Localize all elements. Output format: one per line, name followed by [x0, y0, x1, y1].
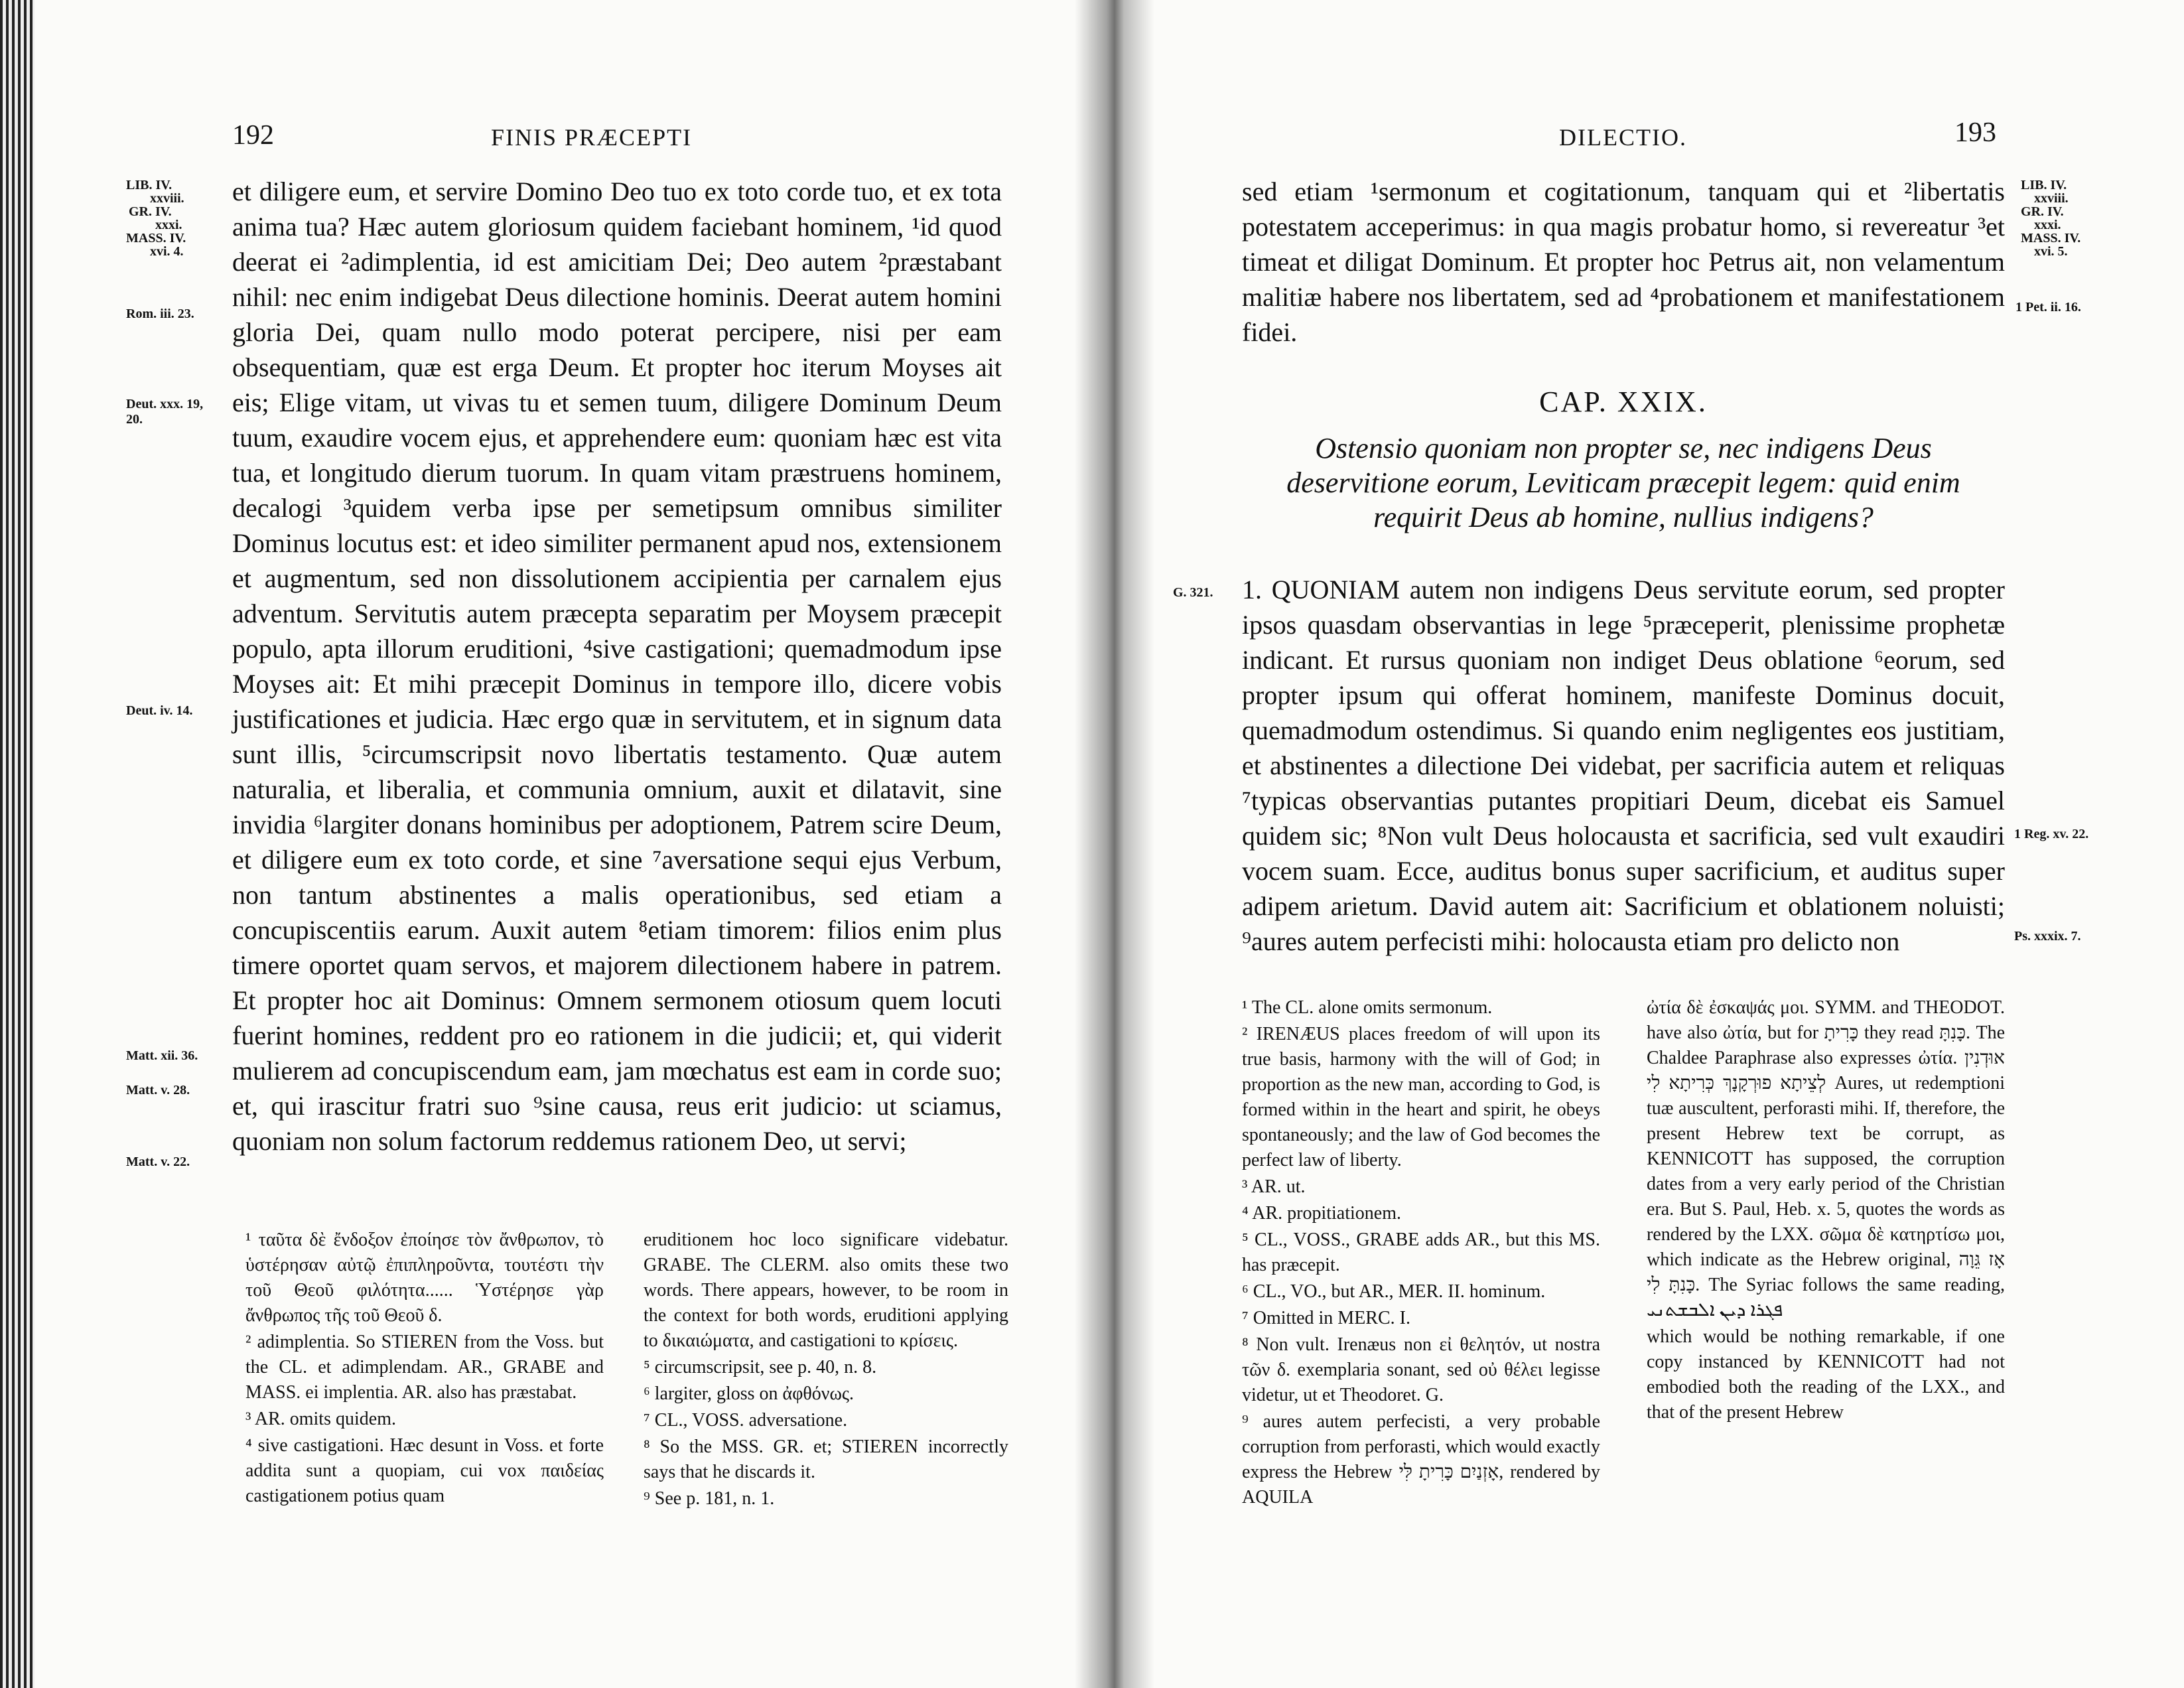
footnote: ⁴ AR. propitiationem.	[1242, 1203, 1401, 1224]
book-gutter	[1075, 0, 1154, 1688]
margin-ref-deut30: Deut. xxx. 19, 20.	[126, 397, 204, 427]
margin-ref-lib2: xxviii.	[150, 191, 184, 206]
footnotes-right-col1	[1242, 995, 1600, 1512]
footnote: ⁸ Non vult. Irenæus non εἰ θελητόν, ut nostra τῶν δ. exemplaria sonant, sed οὐ θέλει legisse videtur, ut et Theodoret. G.	[1242, 1334, 1600, 1405]
footnotes-left-col1	[245, 1228, 604, 1510]
body-paragraph: sed etiam ¹sermonum et cogitationum, tanquam qui et ²libertatis potestatem acceperimus: in qua magis probatur homo, si revereatur ³et timeat et diligat Dominum. Et propter hoc Petrus ait, non velamentum malitiæ habere nos libertatem, sed ad ⁴probationem et manifestationem fidei.	[1242, 176, 2005, 347]
footnotes-right-col2	[1647, 995, 2005, 1427]
footnote: ⁷ Omitted in MERC. I.	[1242, 1308, 1410, 1328]
footnote: ² IRENÆUS places freedom of will upon its true basis, harmony with the will of God; in proportion as the new man, according to God, is formed within in the heart and spirit, he obeys spontaneously; and the law of God becomes the perfect law of liberty.	[1242, 1024, 1600, 1170]
margin-ref-pet: 1 Pet. ii. 16.	[2015, 300, 2081, 315]
margin-ref-matt5-28: Matt. v. 28.	[126, 1083, 190, 1097]
chapter-summary: Ostensio quoniam non propter se, nec indigens Deus deservitione eorum, Leviticam præcepit legem: quid enim requirit Deus ab homine, nullius indigens?	[1286, 432, 1960, 533]
margin-ref-deut4: Deut. iv. 14.	[126, 703, 193, 718]
margin-ref-reg: 1 Reg. xv. 22.	[2014, 827, 2089, 841]
margin-ref-mass: MASS. IV.	[126, 231, 186, 246]
footnote: ⁴ sive castigationi. Hæc desunt in Voss. et forte addita sunt a quopiam, cui vox παιδείας castigationem potius quam	[245, 1435, 604, 1506]
margin-ref-mass2: xvi. 5.	[2034, 244, 2068, 259]
chapter-heading: CAP. XXIX.	[1539, 386, 1708, 418]
footnote: ⁷ CL., VOSS. adversatione.	[644, 1410, 848, 1431]
margin-ref-mass2: xvi. 4.	[150, 244, 184, 259]
page-number-left: 192	[232, 120, 274, 151]
body-paragraph: et diligere eum, et servire Domino Deo tuo ex toto corde tuo, et ex tota anima tua? Hæc autem gloriosum quidem faciebant hominem, ¹id quod deerat ei ²adimplentia, id est amicitiam Dei; Deo autem ²præstabant nihil: nec enim indigebat Deus dilectione hominis. Deerat autem homini gloria Dei, quam nullo modo poterat percipere, nisi per eam obsequentiam, quæ est erga Deum. Et propter hoc iterum Moyses ait eis; Elige vitam, ut vivas tu et semen tuum, diligere Dominum Deum tuum, exaudire vocem ejus, et apprehendere eum: quoniam hæc est vita tua, et longitudo dierum tuorum. In quam vitam præstruens hominem, decalogi ³quidem verba ipse per semetipsum omnibus similiter Dominus locutus est: et ideo similiter permanent apud nos, extensionem et augmentum, sed non dissolutionem accipientia per carnalem ejus adventum. Servitutis autem præcepta separatim per Moysem præcepit populo, apta illorum eruditioni, ⁴sive castigationi; quemadmodum ipse Moyses ait: Et mihi præcepit Dominus in tempore illo, dicere vobis justificationes et judicia. Hæc ergo quæ in servitutem, et in signum data sunt illis, ⁵circumscripsit novo libertatis testamento. Quæ autem naturalia, et liberalia, et communia omnium, auxit et dilatavit, sine invidia ⁶largiter donans hominibus per adoptionem, Patrem scire Deum, et diligere eum ex toto corde, et sine ⁷aversatione sequi ejus Verbum, non tantum abstinentes a malis operationibus, sed etiam a concupiscentiis earum. Auxit autem ⁸etiam timorem: filios enim plus timere oportet quam servos, et majorem dilectionem habere in patrem. Et propter hoc ait Dominus: Omnem sermonem otiosum quem locuti fuerint homines, reddent pro eo rationem in die judicii; et, qui viderit mulierem ad concupiscendum eam, jam mœchatus est eam in corde suo; et, qui irascitur fratri suo ⁹sine causa, reus erit judicio: ut sciamus, quoniam non solum factorum reddemus rationem Deo, ut servi;	[232, 176, 1002, 1156]
margin-ref-matt5-22: Matt. v. 22.	[126, 1155, 190, 1169]
body-text-right-top	[1242, 174, 2005, 350]
margin-ref-mass: MASS. IV.	[2021, 231, 2081, 246]
footnote: ³ AR. omits quidem.	[245, 1409, 396, 1429]
margin-ref-lib: LIB. IV.	[2021, 178, 2067, 192]
footnote: ⁶ largiter, gloss on ἀφθόνως.	[644, 1383, 854, 1404]
margin-ref-matt12: Matt. xii. 36.	[126, 1048, 198, 1063]
footnote: ὠτία δὲ ἐσκαψάς μοι. SYMM. and THEODOT. have also ὠτία, but for כָּרִיתָ they read כָּנִתָּ. The Chaldee Paraphrase also expresses ὠτία. אוּדְנִין לְצֵיתָא פוּרְקָנָךְ כְּרִיתָא לִי Aures, ut redemptioni tuæ auscultent, perforasti mihi. If, therefore, the present Hebrew text be corrupt, as KENNICOTT has supposed, the corruption dates from a very early period of the Christian era. But S. Paul, Heb. x. 5, quotes the words as rendered by the LXX. σῶμα δὲ κατηρτίσω μοι, which indicate as the Hebrew original, אָז גֵּוָה כָּנִתָּ לִי. The Syriac follows the same reading, ܦܓܪܐ ܕܝܢ ܐܠܒܫܬܢܝ	[1647, 997, 2006, 1320]
footnote: eruditionem hoc loco significare videbatur. GRABE. The CLERM. also omits these two words. There appears, however, to be room in the context for both words, eruditioni applying to δικαιώματα, and castigationi to κρίσεις.	[644, 1230, 1008, 1351]
footnote: which would be nothing remarkable, if one copy instanced by KENNICOTT had not embodied both the reading of the LXX., and that of the present Hebrew	[1647, 1326, 2005, 1423]
footnote: ³ AR. ut.	[1242, 1176, 1306, 1197]
footnote: ⁵ circumscripsit, see p. 40, n. 8.	[644, 1357, 877, 1377]
margin-ref-g321: G. 321.	[1173, 585, 1213, 600]
body-text-right-main	[1242, 572, 2005, 959]
book-edge	[0, 0, 34, 1688]
margin-ref-rom: Rom. iii. 23.	[126, 307, 194, 321]
footnote: ¹ ταῦτα δὲ ἔνδοξον ἐποίησε τὸν ἄνθρωπον, τὸ ὑστέρησαν αὐτῷ ἐπιπληροῦντα, τουτέστι τὴν τοῦ Θεοῦ φιλότητα...... Ὑστέρησε γὰρ ἄνθρωπος τῆς τοῦ Θεοῦ δ.	[245, 1230, 604, 1326]
margin-ref-gr2: xxxi.	[2034, 218, 2061, 232]
margin-ref-gr: GR. IV.	[2021, 204, 2064, 219]
page-number-right: 193	[1954, 117, 1996, 148]
footnote: ⁵ CL., VOSS., GRABE adds AR., but this MS. has præcepit.	[1242, 1230, 1600, 1275]
footnote: ² adimplentia. So STIEREN from the Voss. but the CL. et adimplendam. AR., GRABE and MASS. ei implentia. AR. also has præstabat.	[245, 1332, 604, 1403]
margin-ref-ps: Ps. xxxix. 7.	[2014, 929, 2081, 944]
margin-ref-gr2: xxxi.	[155, 218, 182, 232]
footnotes-left-col2	[644, 1228, 1008, 1513]
running-head-left: FINIS PRÆCEPTI	[491, 124, 693, 151]
margin-ref-lib2: xxviii.	[2034, 191, 2069, 206]
body-text-left	[232, 174, 1002, 1159]
footnote: ⁶ CL., VO., but AR., MER. II. hominum.	[1242, 1281, 1546, 1302]
footnote: ⁹ See p. 181, n. 1.	[644, 1488, 775, 1509]
body-paragraph: 1. QUONIAM autem non indigens Deus servitute eorum, sed propter ipsos quasdam observantias in lege ⁵præceperit, plenissime prophetæ indicant. Et rursus quoniam non indiget Deus oblatione ⁶eorum, sed propter ipsum qui offerat hominem, manifeste Dominus docuit, quemadmodum ostendimus. Si quando enim negligentes eos justitiam, et abstinentes a dilectione Dei videbat, per sacrificia autem et reliquas ⁷typicas observantias putantes propitiari Deum, dicebat eis Samuel quidem sic; ⁸Non vult Deus holocausta et sacrificia, sed vult exaudiri vocem suam. Ecce, auditus bonus super sacrificium, et auditus super adipem arietum. David autem ait: Sacrificium et oblationem noluisti; ⁹aures autem perfecisti mihi: holocausta etiam pro delicto non	[1242, 575, 2005, 956]
footnote: ⁸ So the MSS. GR. et; STIEREN incorrectly says that he discards it.	[644, 1437, 1008, 1482]
footnote: ¹ The CL. alone omits sermonum.	[1242, 997, 1493, 1018]
right-page	[1092, 0, 2184, 1688]
running-head-right: DILECTIO.	[1559, 124, 1687, 151]
footnote: ⁹ aures autem perfecisti, a very probable corruption from perforasti, which would exactly express the Hebrew אָזְנַיִם כָּרִיתָ לִּי, rendered by AQUILA	[1242, 1411, 1601, 1508]
margin-ref-lib: LIB. IV.	[126, 178, 172, 192]
margin-ref-gr: GR. IV.	[129, 204, 172, 219]
